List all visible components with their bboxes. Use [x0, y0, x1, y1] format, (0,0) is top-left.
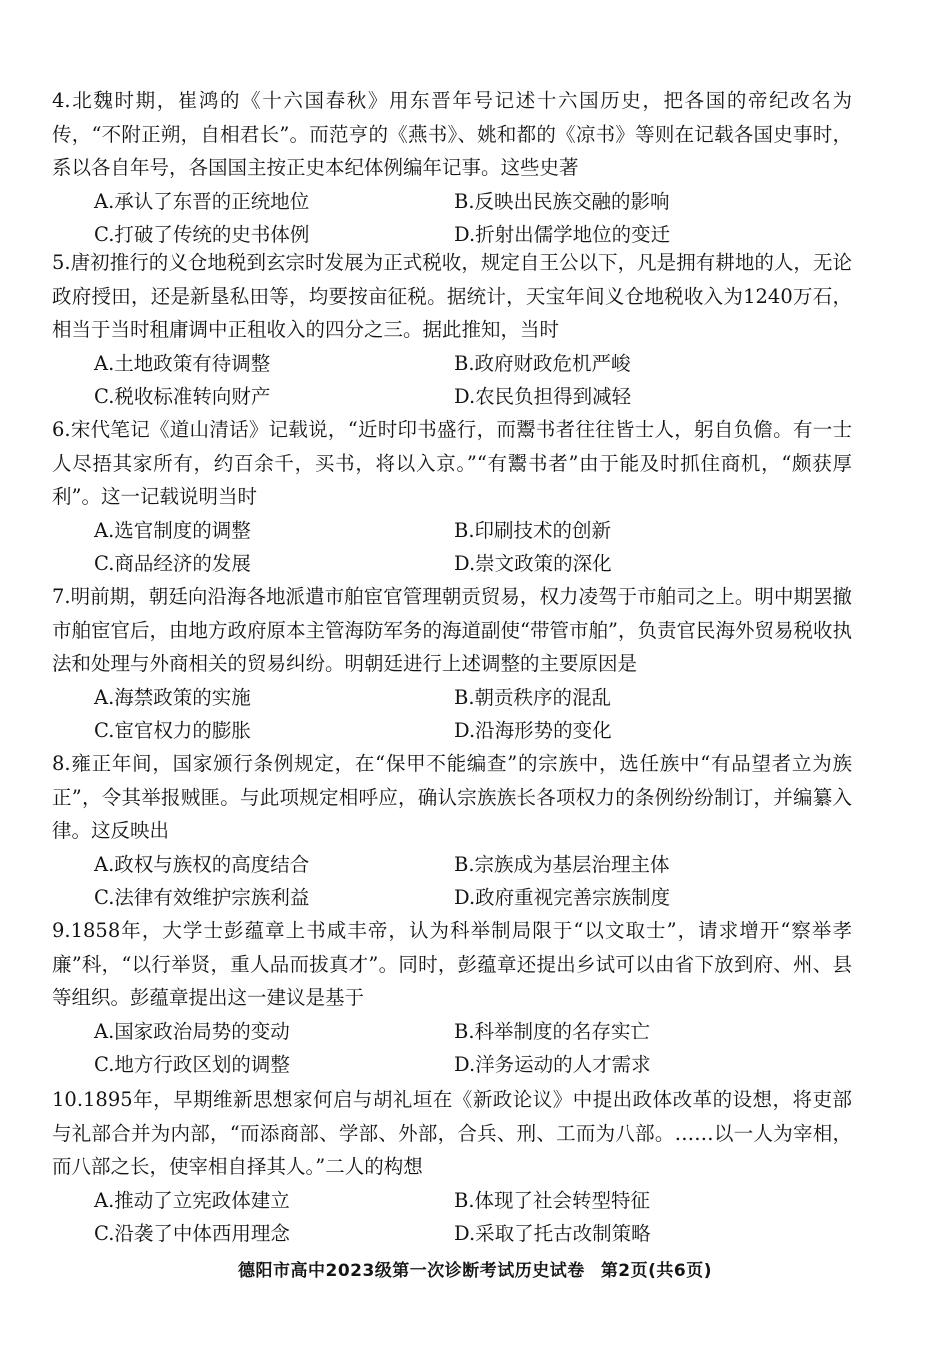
option-b[interactable]: B.政府财政危机严峻: [454, 351, 631, 375]
option-b[interactable]: B.反映出民族交融的影响: [454, 189, 670, 213]
question-10: [52, 1083, 852, 1251]
option-group: [52, 1015, 852, 1082]
question-6: [52, 413, 852, 581]
option-a[interactable]: A.承认了东晋的正统地位: [94, 189, 310, 213]
option-b[interactable]: B.印刷技术的创新: [454, 518, 612, 542]
question-text: 北魏时期，崔鸿的《十六国春秋》用东晋年号记述十六国历史，把各国的帝纪改名为传，“不附正朔，自相君长”。而范亨的《燕书》、姚和都的《凉书》等则在记载各国史事时，系以各自年号，各国国主按正史本纪体例编年记事。这些史著: [52, 89, 852, 179]
question-5: [52, 246, 852, 414]
option-c[interactable]: C.宦官权力的膨胀: [94, 719, 251, 742]
option-group: [52, 681, 852, 748]
question-9: [52, 914, 852, 1082]
option-c[interactable]: C.地方行政区划的调整: [94, 1053, 290, 1076]
question-number: 5.: [52, 251, 71, 274]
option-b[interactable]: B.宗族成为基层治理主体: [454, 852, 670, 876]
option-c[interactable]: C.打破了传统的史书体例: [94, 223, 310, 246]
option-d[interactable]: D.洋务运动的人才需求: [454, 1053, 651, 1076]
question-number: 10.: [52, 1088, 84, 1111]
option-a[interactable]: A.选官制度的调整: [94, 518, 251, 542]
question-text: 1895年，早期维新思想家何启与胡礼垣在《新政论议》中提出政体改革的设想，将吏部与礼部合并为内部，“而添商部、学部、外部，合兵、刑、工而为八部。……以一人为宰相，而八部之长，使宰相自择其人。”二人的构想: [52, 1088, 852, 1178]
question-stem: [52, 747, 852, 848]
question-8: [52, 747, 852, 915]
option-b[interactable]: B.体现了社会转型特征: [454, 1188, 651, 1212]
option-b[interactable]: B.朝贡秩序的混乱: [454, 685, 612, 709]
question-stem: [52, 84, 852, 185]
option-d[interactable]: D.农民负担得到减轻: [454, 385, 632, 408]
question-text: 宋代笔记《道山清话》记载说，“近时印书盛行，而鬻书者往往皆士人，躬自负儋。有一士人尽捂其家所有，约百余千，买书，将以入京。”“有鬻书者”由于能及时抓住商机，“颇获厚利”。这一记载说明当时: [52, 418, 852, 508]
question-text: 唐初推行的义仓地税到玄宗时发展为正式税收，规定自王公以下，凡是拥有耕地的人，无论政府授田，还是新垦私田等，均要按亩征税。据统计，天宝年间义仓地税收入为1240万石，相当于当时租庸调中正租收入的四分之三。据此推知，当时: [52, 251, 852, 341]
option-group: [52, 347, 852, 414]
option-d[interactable]: D.采取了托古改制策略: [454, 1222, 651, 1245]
option-group: [52, 1184, 852, 1251]
question-number: 9.: [52, 919, 71, 942]
option-d[interactable]: D.崇文政策的深化: [454, 552, 612, 575]
option-group: [52, 185, 852, 252]
option-d[interactable]: D.沿海形势的变化: [454, 719, 612, 742]
option-c[interactable]: C.税收标准转向财产: [94, 385, 271, 408]
option-a[interactable]: A.土地政策有待调整: [94, 351, 271, 375]
question-text: 雍正年间，国家颁行条例规定，在“保甲不能编查”的宗族中，选任族中“有品望者立为族正”，令其举报贼匪。与此项规定相呼应，确认宗族族长各项权力的条例纷纷制订，并编纂入律。这反映出: [52, 752, 852, 842]
option-c[interactable]: C.商品经济的发展: [94, 552, 251, 575]
option-c[interactable]: C.法律有效维护宗族利益: [94, 886, 310, 909]
question-text: 1858年，大学士彭蕴章上书咸丰帝，认为科举制局限于“以文取士”，请求增开“察举孝廉”科，“以行举贤，重人品而拔真才”。同时，彭蕴章还提出乡试可以由省下放到府、州、县等组织。彭蕴章提出这一建议是基于: [52, 919, 852, 1009]
question-stem: [52, 413, 852, 514]
option-d[interactable]: D.折射出儒学地位的变迁: [454, 223, 671, 246]
option-group: [52, 848, 852, 915]
option-d[interactable]: D.政府重视完善宗族制度: [454, 886, 671, 909]
exam-title: 德阳市高中2023级第一次诊断考试历史试卷: [237, 1261, 585, 1281]
question-stem: [52, 580, 852, 681]
option-c[interactable]: C.沿袭了中体西用理念: [94, 1222, 290, 1245]
option-a[interactable]: A.国家政治局势的变动: [94, 1019, 290, 1043]
page-number: 第2页(共6页): [600, 1261, 713, 1281]
question-text: 明前期，朝廷向沿海各地派遣市舶宦官管理朝贡贸易，权力凌驾于市舶司之上。明中期罢撤市舶宦官后，由地方政府原本主管海防军务的海道副使“带管市舶”，负责官民海外贸易税收执法和处理与外商相关的贸易纠纷。明朝廷进行上述调整的主要原因是: [52, 585, 852, 675]
question-number: 4.: [52, 89, 71, 112]
question-number: 8.: [52, 752, 71, 775]
question-stem: [52, 1083, 852, 1184]
option-group: [52, 514, 852, 581]
question-4: [52, 84, 852, 252]
question-stem: [52, 246, 852, 347]
option-a[interactable]: A.政权与族权的高度结合: [94, 852, 310, 876]
question-stem: [52, 914, 852, 1015]
question-number: 6.: [52, 418, 71, 441]
question-7: [52, 580, 852, 748]
option-b[interactable]: B.科举制度的名存实亡: [454, 1019, 651, 1043]
option-a[interactable]: A.推动了立宪政体建立: [94, 1188, 290, 1212]
option-a[interactable]: A.海禁政策的实施: [94, 685, 251, 709]
page-footer: [0, 1256, 950, 1281]
question-number: 7.: [52, 585, 71, 608]
